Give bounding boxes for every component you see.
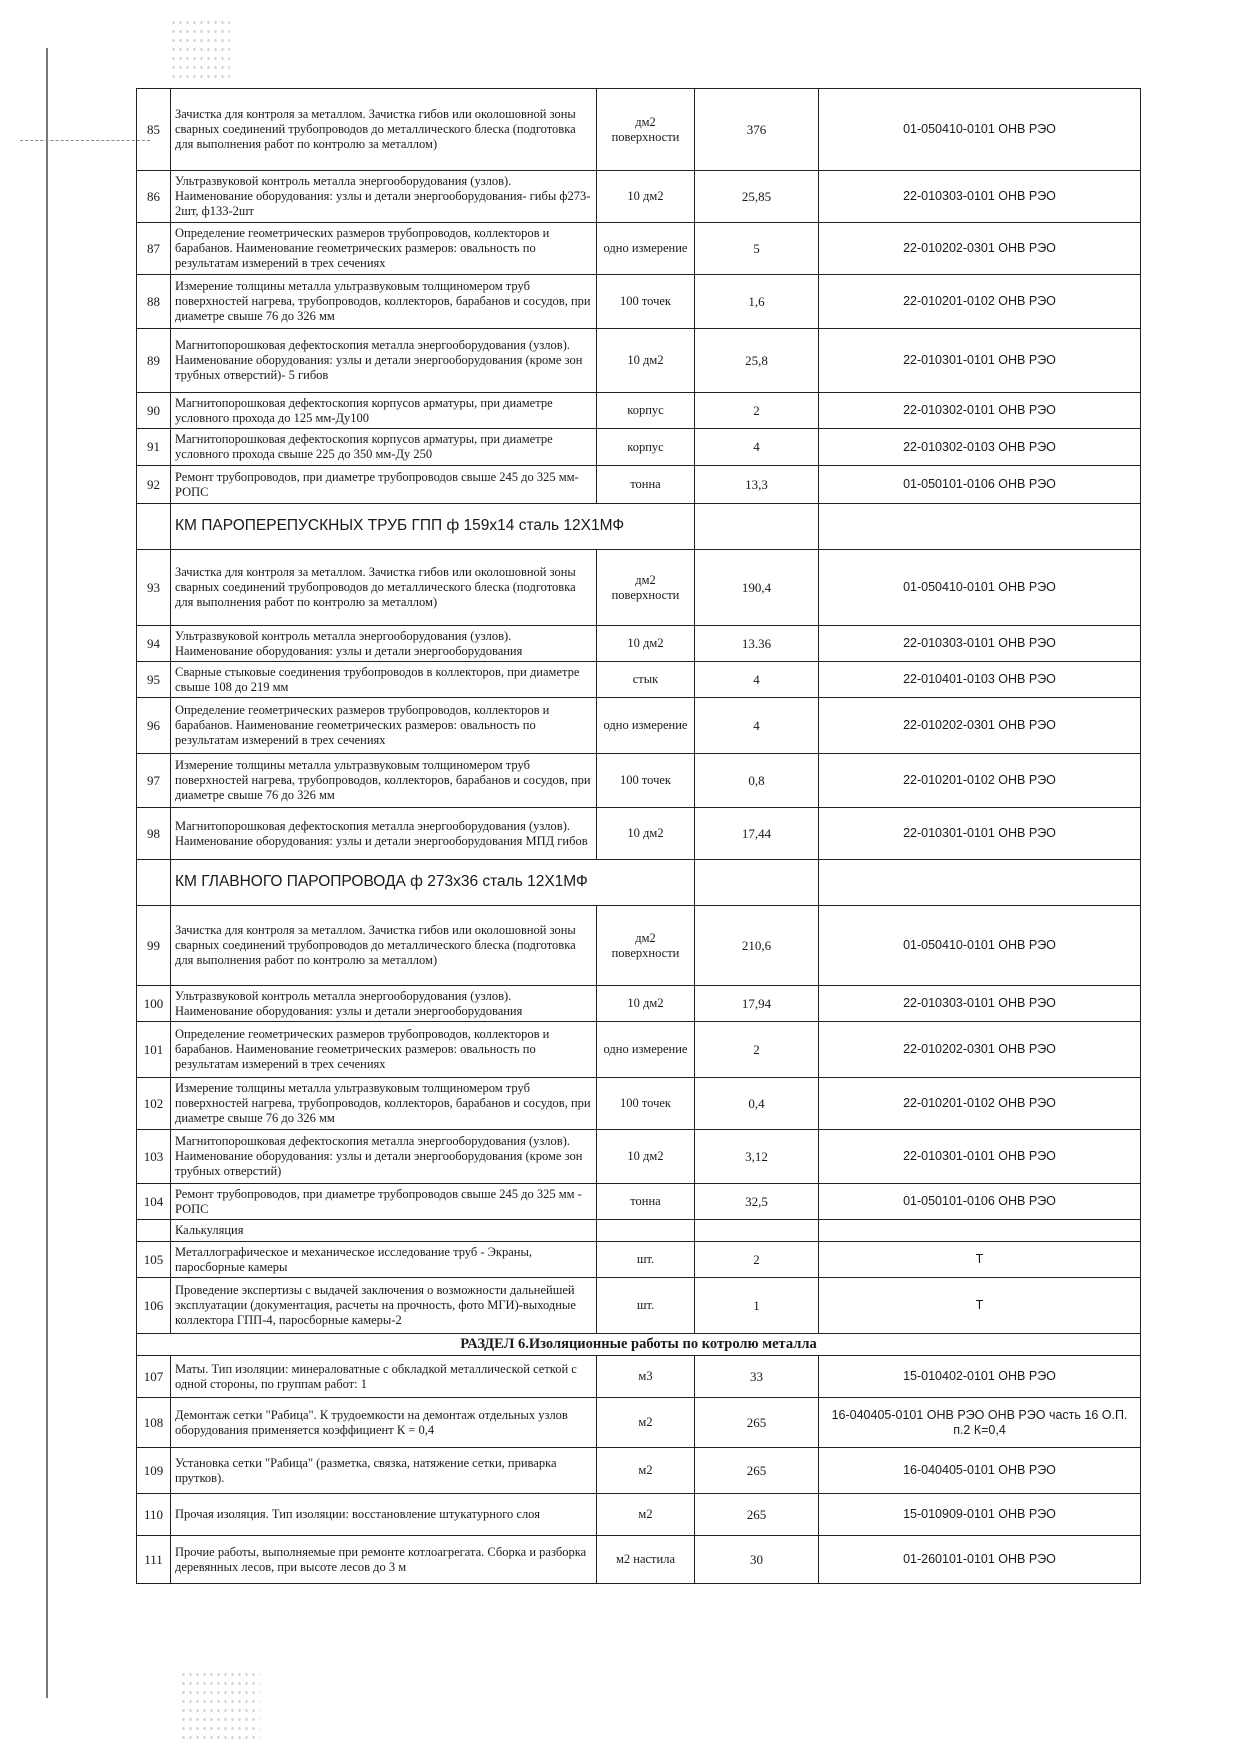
work-description: Проведение экспертизы с выдачей заключения о возможности дальнейшей эксплуатации (документация, расчеты на прочность, фото МГИ)-выходные коллектора ГПП-4, пароcборные камеры-2 (171, 1278, 597, 1334)
table-row (137, 1278, 1141, 1334)
works-table-body (137, 89, 1141, 1584)
quantity: 0,4 (695, 1078, 819, 1130)
row-number: 105 (137, 1242, 171, 1278)
row-number: 85 (137, 89, 171, 171)
quantity: 2 (695, 1022, 819, 1078)
quantity: 265 (695, 1448, 819, 1494)
quantity: 4 (695, 429, 819, 466)
quantity: 265 (695, 1494, 819, 1536)
norm-code: 16-040405-0101 ОНВ РЭО ОНВ РЭО часть 16 О.П. п.2 К=0,4 (819, 1398, 1141, 1448)
group-heading-row (137, 504, 1141, 550)
work-description: Ремонт трубопроводов, при диаметре трубопроводов свыше 245 до 325 мм-РОПС (171, 466, 597, 504)
unit-of-measure: м2 настила (597, 1536, 695, 1584)
unit-of-measure: 10 дм2 (597, 329, 695, 393)
unit-of-measure: дм2 поверхности (597, 550, 695, 626)
quantity: 13.36 (695, 626, 819, 662)
quantity: 1,6 (695, 275, 819, 329)
row-number: 107 (137, 1356, 171, 1398)
table-row (137, 1536, 1141, 1584)
group-heading-row (137, 860, 1141, 906)
unit-of-measure: 10 дм2 (597, 1130, 695, 1184)
work-description: Прочая изоляция. Тип изоляции: восстановление штукатурного слоя (171, 1494, 597, 1536)
work-description: Металлографическое и механическое исследование труб - Экраны, пароcборные камеры (171, 1242, 597, 1278)
section-heading-row (137, 1334, 1141, 1356)
quantity-empty (695, 1220, 819, 1242)
unit-of-measure: м2 (597, 1448, 695, 1494)
work-description: Магнитопорошковая дефектоскопия корпусов арматуры, при диаметре условного прохода свыше 225 до 350 мм-Ду 250 (171, 429, 597, 466)
scan-dash-line (20, 140, 150, 141)
quantity: 3,12 (695, 1130, 819, 1184)
row-number: 111 (137, 1536, 171, 1584)
norm-code: 22-010202-0301 ОНВ РЭО (819, 698, 1141, 754)
unit-of-measure: шт. (597, 1278, 695, 1334)
work-description: Зачистка для контроля за металлом. Зачистка гибов или околошовной зоны сварных соединений трубопроводов до металлического блеска (подготовка для выполнения работ по контролю за металлом) (171, 89, 597, 171)
quantity: 25,85 (695, 171, 819, 223)
unit-of-measure: м3 (597, 1356, 695, 1398)
quantity: 30 (695, 1536, 819, 1584)
norm-code: 22-010301-0101 ОНВ РЭО (819, 1130, 1141, 1184)
row-number: 88 (137, 275, 171, 329)
quantity: 33 (695, 1356, 819, 1398)
work-description: Магнитопорошковая дефектоскопия корпусов арматуры, при диаметре условного прохода до 125 мм-Ду100 (171, 393, 597, 429)
table-row (137, 1078, 1141, 1130)
table-row (137, 906, 1141, 986)
unit-of-measure: 10 дм2 (597, 808, 695, 860)
scan-margin-line (46, 48, 48, 1698)
row-number: 93 (137, 550, 171, 626)
row-number: 109 (137, 1448, 171, 1494)
quantity: 2 (695, 393, 819, 429)
table-row (137, 550, 1141, 626)
unit-of-measure: одно измерение (597, 223, 695, 275)
quantity-empty (695, 504, 819, 550)
table-row (137, 808, 1141, 860)
norm-code: 22-010301-0101 ОНВ РЭО (819, 329, 1141, 393)
work-description: Определение геометрических размеров трубопроводов, коллекторов и барабанов. Наименование геометрических размеров: овальность по результатам измерений в трех сечениях (171, 1022, 597, 1078)
row-number: 94 (137, 626, 171, 662)
table-row (137, 223, 1141, 275)
work-description: Сварные стыковые соединения трубопроводов в коллекторов, при диаметре свыше 108 до 219 мм (171, 662, 597, 698)
work-description: Демонтаж сетки "Рабица". К трудоемкости на демонтаж отдельных узлов оборудования применяется коэффициент К = 0,4 (171, 1398, 597, 1448)
table-row (137, 1448, 1141, 1494)
unit-of-measure: дм2 поверхности (597, 89, 695, 171)
table-row (137, 1022, 1141, 1078)
table-row (137, 171, 1141, 223)
work-description: Ремонт трубопроводов, при диаметре трубопроводов свыше 245 до 325 мм - РОПС (171, 1184, 597, 1220)
work-description: Измерение толщины металла ультразвуковым толщиномером труб поверхностей нагрева, трубопроводов, коллекторов, барабанов и сосудов, при диаметре свыше 76 до 326 мм (171, 275, 597, 329)
norm-code: 01-050410-0101 ОНВ РЭО (819, 550, 1141, 626)
quantity-empty (695, 860, 819, 906)
norm-code: 01-050410-0101 ОНВ РЭО (819, 89, 1141, 171)
norm-code: 22-010301-0101 ОНВ РЭО (819, 808, 1141, 860)
quantity: 1 (695, 1278, 819, 1334)
row-number: 90 (137, 393, 171, 429)
work-description: Ультразвуковой контроль металла энергооборудования (узлов). Наименование оборудования: узлы и детали энергооборудования (171, 986, 597, 1022)
unit-of-measure: 100 точек (597, 1078, 695, 1130)
row-number-empty (137, 1220, 171, 1242)
row-number: 110 (137, 1494, 171, 1536)
section-heading: РАЗДЕЛ 6.Изоляционные работы по котролю металла (137, 1334, 1141, 1356)
norm-code: 22-010303-0101 ОНВ РЭО (819, 626, 1141, 662)
norm-code: 22-010401-0103 ОНВ РЭО (819, 662, 1141, 698)
norm-code: 22-010202-0301 ОНВ РЭО (819, 1022, 1141, 1078)
table-row (137, 1242, 1141, 1278)
norm-code: 22-010302-0103 ОНВ РЭО (819, 429, 1141, 466)
work-description: Ультразвуковой контроль металла энергооборудования (узлов). Наименование оборудования: узлы и детали энергооборудования (171, 626, 597, 662)
quantity: 25,8 (695, 329, 819, 393)
row-number: 106 (137, 1278, 171, 1334)
work-description: Измерение толщины металла ультразвуковым толщиномером труб поверхностей нагрева, трубопроводов, коллекторов, барабанов и сосудов, при диаметре свыше 76 до 326 мм (171, 754, 597, 808)
quantity: 265 (695, 1398, 819, 1448)
quantity: 32,5 (695, 1184, 819, 1220)
unit-of-measure: 100 точек (597, 275, 695, 329)
row-number: 98 (137, 808, 171, 860)
unit-of-measure: одно измерение (597, 1022, 695, 1078)
unit-of-measure: шт. (597, 1242, 695, 1278)
work-description: Установка сетки "Рабица" (разметка, связка, натяжение сетки, приварка прутков). (171, 1448, 597, 1494)
works-table (136, 88, 1141, 1584)
work-description: Зачистка для контроля за металлом. Зачистка гибов или околошовной зоны сварных соединений трубопроводов до металлического блеска (подготовка для выполнения работ по контролю за металлом) (171, 550, 597, 626)
norm-code-empty (819, 504, 1141, 550)
quantity: 17,44 (695, 808, 819, 860)
work-description: Измерение толщины металла ультразвуковым толщиномером труб поверхностей нагрева, трубопроводов, коллекторов, барабанов и сосудов, при диаметре свыше 76 до 326 мм (171, 1078, 597, 1130)
row-number: 102 (137, 1078, 171, 1130)
quantity: 210,6 (695, 906, 819, 986)
norm-code: 22-010201-0102 ОНВ РЭО (819, 275, 1141, 329)
norm-code-empty (819, 860, 1141, 906)
table-row (137, 1184, 1141, 1220)
row-number-empty (137, 860, 171, 906)
row-number: 101 (137, 1022, 171, 1078)
norm-code-empty (819, 1220, 1141, 1242)
table-row (137, 698, 1141, 754)
norm-code: 22-010303-0101 ОНВ РЭО (819, 171, 1141, 223)
work-description: Ультразвуковой контроль металла энергооборудования (узлов). Наименование оборудования: узлы и детали энергооборудования- гибы ф273-2шт, ф133-2шт (171, 171, 597, 223)
row-number: 87 (137, 223, 171, 275)
norm-code: 22-010201-0102 ОНВ РЭО (819, 754, 1141, 808)
norm-code: 15-010909-0101 ОНВ РЭО (819, 1494, 1141, 1536)
norm-code: Т (819, 1278, 1141, 1334)
norm-code: 01-050101-0106 ОНВ РЭО (819, 1184, 1141, 1220)
work-description: Магнитопорошковая дефектоскопия металла энергооборудования (узлов). Наименование оборудования: узлы и детали энергооборудования (кроме зон трубных отверстий) (171, 1130, 597, 1184)
quantity: 4 (695, 662, 819, 698)
work-description: Маты. Тип изоляции: минераловатные с обкладкой металлической сеткой с одной стороны, по группам работ: 1 (171, 1356, 597, 1398)
table-row (137, 429, 1141, 466)
unit-of-measure: 10 дм2 (597, 626, 695, 662)
row-number: 96 (137, 698, 171, 754)
row-number: 86 (137, 171, 171, 223)
table-row (137, 1494, 1141, 1536)
table-row (137, 1130, 1141, 1184)
row-number: 108 (137, 1398, 171, 1448)
quantity: 4 (695, 698, 819, 754)
row-number: 89 (137, 329, 171, 393)
norm-code: Т (819, 1242, 1141, 1278)
work-description: Магнитопорошковая дефектоскопия металла энергооборудования (узлов). Наименование оборудования: узлы и детали энергооборудования МПД гибов (171, 808, 597, 860)
unit-of-measure: 10 дм2 (597, 171, 695, 223)
table-row (137, 329, 1141, 393)
norm-code: 22-010303-0101 ОНВ РЭО (819, 986, 1141, 1022)
work-description: Определение геометрических размеров трубопроводов, коллекторов и барабанов. Наименование геометрических размеров: овальность по результатам измерений в трех сечениях (171, 223, 597, 275)
table-row (137, 275, 1141, 329)
quantity: 13,3 (695, 466, 819, 504)
table-row (137, 1398, 1141, 1448)
norm-code: 22-010201-0102 ОНВ РЭО (819, 1078, 1141, 1130)
work-description: Зачистка для контроля за металлом. Зачистка гибов или околошовной зоны сварных соединений трубопроводов до металлического блеска (подготовка для выполнения работ по контролю за металлом) (171, 906, 597, 986)
table-row (137, 986, 1141, 1022)
norm-code: 01-050410-0101 ОНВ РЭО (819, 906, 1141, 986)
quantity: 0,8 (695, 754, 819, 808)
work-description: Магнитопорошковая дефектоскопия металла энергооборудования (узлов). Наименование оборудования: узлы и детали энергооборудования (кроме зон трубных отверстий)- 5 гибов (171, 329, 597, 393)
unit-of-measure: м2 (597, 1494, 695, 1536)
norm-code: 15-010402-0101 ОНВ РЭО (819, 1356, 1141, 1398)
table-row (137, 393, 1141, 429)
table-row (137, 626, 1141, 662)
unit-of-measure: стык (597, 662, 695, 698)
unit-of-measure: 100 точек (597, 754, 695, 808)
row-number: 100 (137, 986, 171, 1022)
norm-code: 22-010202-0301 ОНВ РЭО (819, 223, 1141, 275)
unit-of-measure: корпус (597, 393, 695, 429)
table-row (137, 754, 1141, 808)
row-number: 97 (137, 754, 171, 808)
row-number: 91 (137, 429, 171, 466)
quantity: 2 (695, 1242, 819, 1278)
unit-of-measure: дм2 поверхности (597, 906, 695, 986)
group-heading: КМ ПАРОПЕРЕПУСКНЫХ ТРУБ ГПП ф 159х14 сталь 12Х1МФ (171, 504, 695, 550)
row-number: 103 (137, 1130, 171, 1184)
unit-empty (597, 1220, 695, 1242)
norm-code: 16-040405-0101 ОНВ РЭО (819, 1448, 1141, 1494)
work-description: Прочие работы, выполняемые при ремонте котлоагрегата. Сборка и разборка деревянных лесов, при высоте лесов до 3 м (171, 1536, 597, 1584)
quantity: 376 (695, 89, 819, 171)
work-description: Определение геометрических размеров трубопроводов, коллекторов и барабанов. Наименование геометрических размеров: овальность по результатам измерений в трех сечениях (171, 698, 597, 754)
row-number: 92 (137, 466, 171, 504)
norm-code: 01-260101-0101 ОНВ РЭО (819, 1536, 1141, 1584)
table-row (137, 89, 1141, 171)
unit-of-measure: одно измерение (597, 698, 695, 754)
quantity: 17,94 (695, 986, 819, 1022)
table-row (137, 1356, 1141, 1398)
row-number: 104 (137, 1184, 171, 1220)
norm-code: 01-050101-0106 ОНВ РЭО (819, 466, 1141, 504)
scan-noise-bottom (180, 1670, 260, 1740)
unit-of-measure: тонна (597, 466, 695, 504)
row-number-empty (137, 504, 171, 550)
calc-row (137, 1220, 1141, 1242)
unit-of-measure: м2 (597, 1398, 695, 1448)
scan-noise-top (170, 18, 230, 78)
quantity: 190,4 (695, 550, 819, 626)
norm-code: 22-010302-0101 ОНВ РЭО (819, 393, 1141, 429)
unit-of-measure: корпус (597, 429, 695, 466)
calc-label: Калькуляция (171, 1220, 597, 1242)
row-number: 95 (137, 662, 171, 698)
unit-of-measure: 10 дм2 (597, 986, 695, 1022)
group-heading: КМ ГЛАВНОГО ПАРОПРОВОДА ф 273х36 сталь 12Х1МФ (171, 860, 695, 906)
unit-of-measure: тонна (597, 1184, 695, 1220)
row-number: 99 (137, 906, 171, 986)
quantity: 5 (695, 223, 819, 275)
table-row (137, 662, 1141, 698)
table-row (137, 466, 1141, 504)
